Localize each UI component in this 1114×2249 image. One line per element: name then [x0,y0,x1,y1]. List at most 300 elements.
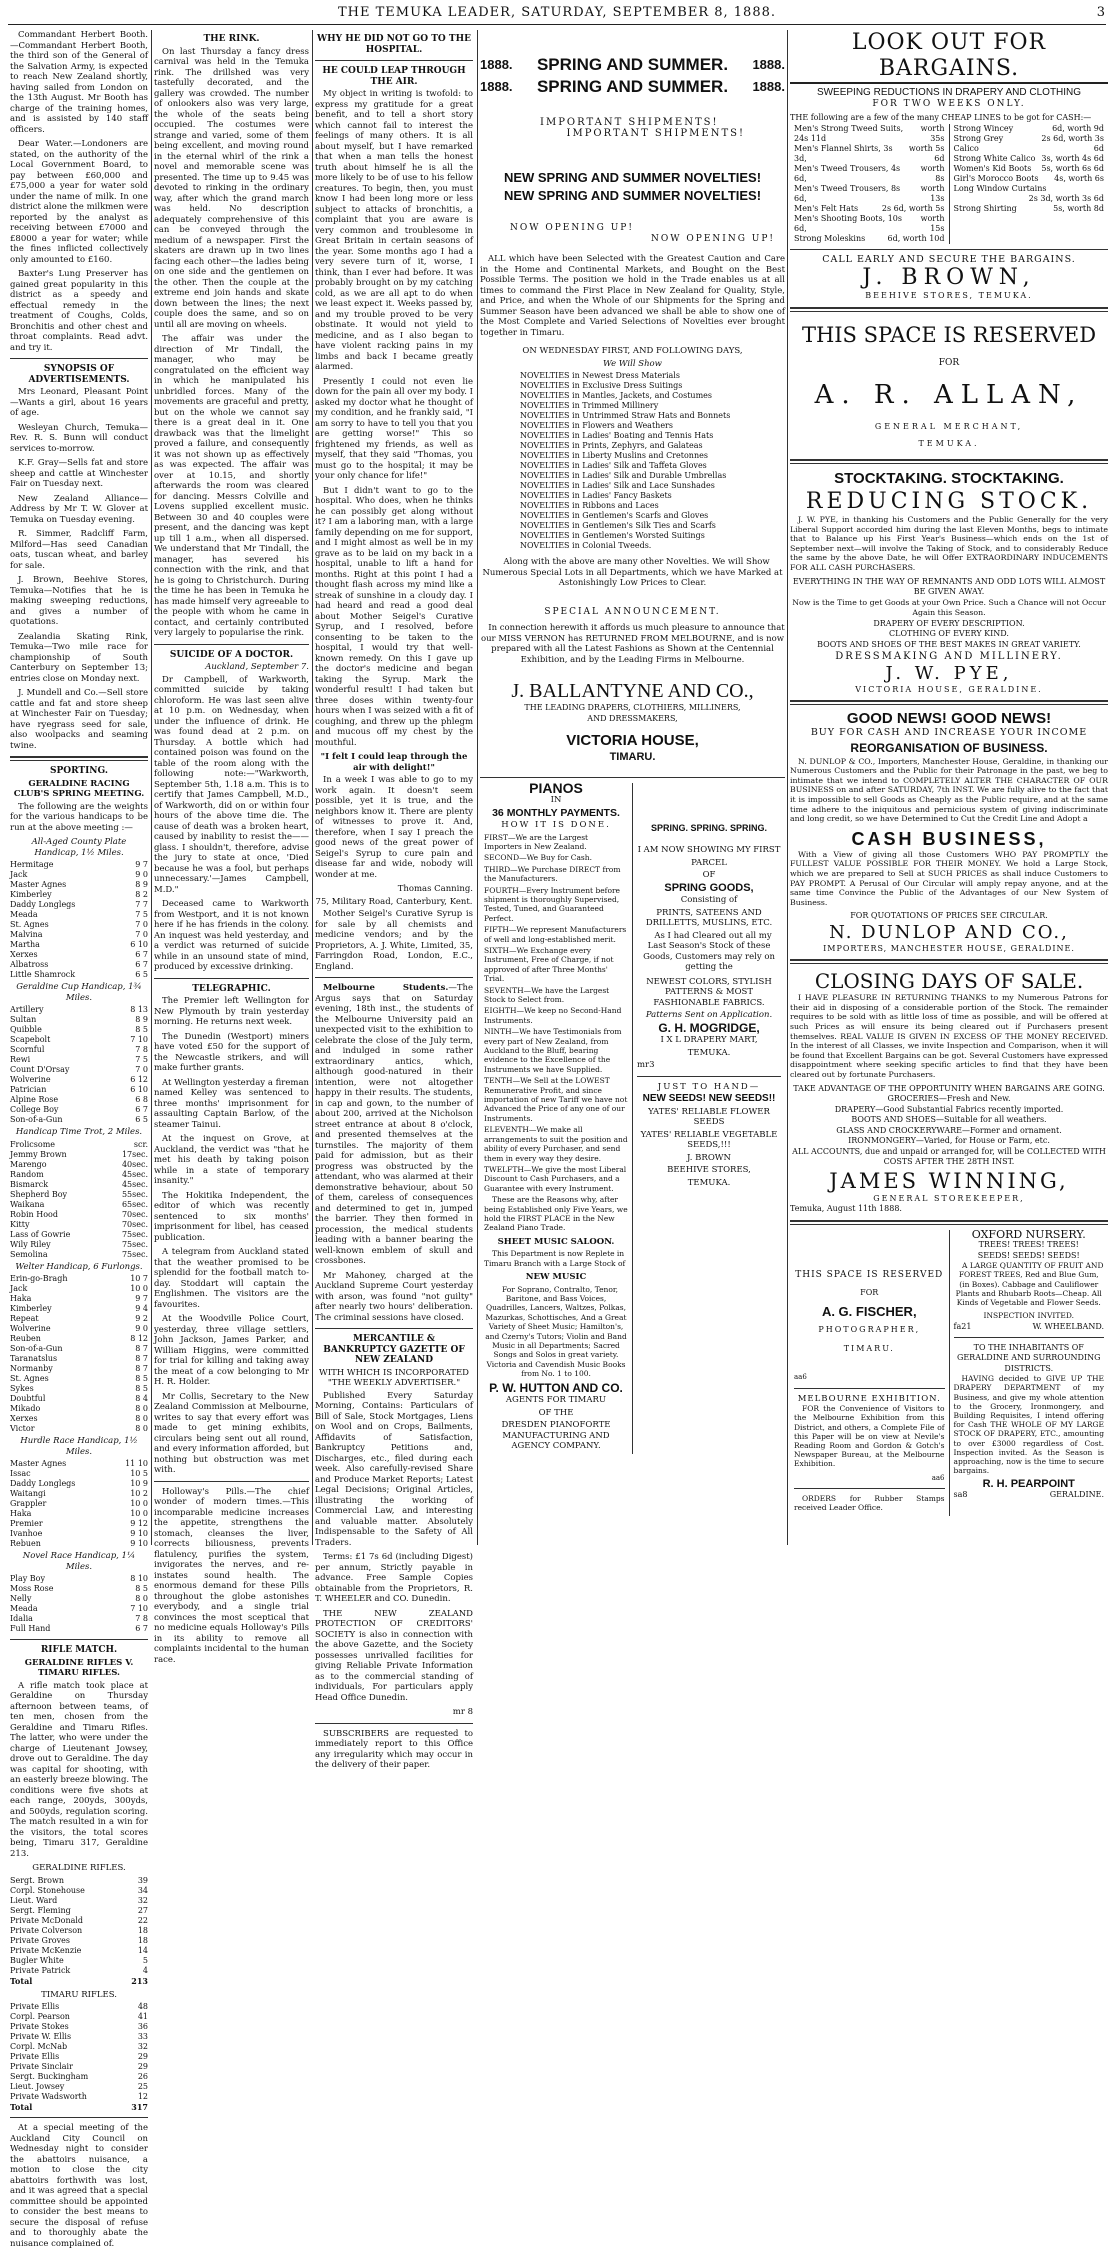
score-row-value: 5 [142,1955,148,1965]
score-row-label: Private Ellis [10,2052,60,2061]
divider [315,977,473,978]
price-item [794,214,945,234]
race-entry-value: 70sec. [121,1219,148,1229]
price-item [954,204,1105,214]
race-entry [10,890,148,900]
race-entry [10,1170,148,1180]
firm-name: G. H. MOGRIDGE, [658,1020,760,1035]
ad-headline: SPRING GOODS, [664,881,754,894]
race-entry-value: 9 10 [130,1529,148,1538]
signature: Thomas Canning. [397,884,473,894]
race-entry-label: Reuben [10,1334,41,1343]
race-entry-value: scr. [133,1139,148,1149]
price-item-label: Strong Grey Calico [953,133,1004,153]
score-row-value: 34 [137,1885,148,1895]
score-row-label: Private Wadsworth [10,2092,87,2101]
race-entry-value: 10 0 [130,1284,148,1293]
divider [10,1639,148,1640]
race-entry-label: Malvina [10,930,43,939]
ad-text: ALL which have been Selected with the Greatest Caution and Care in the Home and Continental Markets, and Bought on the Best Possible Terms. The position we hold in the Trade enables us at all times to command the First Place in New Zealand for Quality, Style, and Price, and when the Whole of our Shipments for the Spring and Summer Season have been advanced we shall be able to show one of the Most Complete and Varied Selections of Novelties ever brought together in Timaru. [480,254,785,338]
race-entry-value: 10 2 [130,1489,148,1498]
article-text: In a week I was able to go to my work again. It doesn't seem possible, yet it is true, and the neighbors know it. There are plenty of witnesses to prove it. And, therefore, when I say I preach the good news of the great power of Seigel's Syrup to cure pain and disease far and wide, nobody will wonder at me. [315,775,473,880]
race-entry-label: Kimberley [10,890,52,899]
ad-text: J. W. PYE, in thanking his Customers and the Public Generally for the very Liberal Support accorded him during the last Eleven Months, begs to intimate that to Balance up his First Year's Business—which ends on the 1st of September next—will involve the Taking of Stock, and to considerably Reduce the same by the above Date, he will Offer EXTRAORDINARY INDUCEMENTS FOR ALL CASH PURCHASERS. [790,515,1108,572]
race-entry-label: Marengo [10,1159,47,1169]
race-entry-label: Haka [10,1294,32,1303]
ad-line: YATES' RELIABLE VEGETABLE SEEDS,!!! [640,1129,778,1150]
score-row [10,2042,148,2052]
price-item [954,134,1105,154]
ad-line: IN [550,795,562,805]
race-entry-label: Xerxes [10,1414,38,1423]
race-entry-value: 6 7 [135,1624,148,1633]
score-row [10,2092,148,2102]
race-title: Hurdle Race Handicap, 1½ Miles. [20,1436,138,1457]
race-entry-label: Meada [10,1604,38,1613]
race-entry-value: 9 2 [135,1314,148,1323]
race-entry-value: 7 5 [135,1055,148,1064]
price-item-value: worth 13s [920,183,945,203]
novelty-item: NOVELTIES in Ladies' Silk and Durable Umbrellas [520,471,727,480]
article-text [315,983,473,1267]
race-title: Welter Handicap, 6 Furlongs. [15,1261,143,1272]
price-item-label: Men's Flannel Shirts, 3s 3d, [794,143,893,163]
race-entry [10,1394,148,1404]
novelty-item: NOVELTIES in Exclusive Dress Suitings [520,381,683,390]
spacer [480,669,785,679]
race-entry [10,870,148,880]
race-entry [10,1594,148,1604]
race-entry [10,1055,148,1065]
race-entry-value: 75sec. [121,1229,148,1239]
score-row-label: Lieut. Jowsey [10,2082,65,2091]
race-entry-label: Martha [10,940,40,949]
score-row [10,2052,148,2062]
team-heading: TIMARU RIFLES. [41,1989,117,2000]
ad-line: I AM NOW SHOWING MY FIRST [637,845,781,855]
score-row [10,1966,148,1976]
price-item-value: 6d, worth 10d [887,233,945,243]
race-entry-label: Premier [10,1519,43,1528]
article-text: But I didn't want to go to the hospital. Who does, when he thinks he can possibly get along without it? I am a laboring man, with a large family depending on me for support, and I might almost as well be in my grave as to be laid on my back in a hospital, unable to lift a hand for months. Right at this point I had a thought flash across my mind like a streak of sunshine in a cloudy day. I had heard and read a good deal about Mother Seigel's Curative Syrup, and I resolved, before consenting to be taken to the hospital, I would try that well-known remedy. On this I gave up the doctor's medicine and began taking the Syrup. Mark the wonderful result! I had taken but three doses within twenty-four hours when I was seized with a fit of coughing, and threw up the phlegm and mucous off my chest by the mouthful. [315,485,473,748]
race-entry-label: Shepherd Boy [10,1189,68,1199]
ad-line: NOW OPENING UP! [510,223,634,233]
race-entry-label: Son-of-a-Gun [10,1344,63,1353]
divider [790,1220,1108,1225]
synopsis-item: J. Brown, Beehive Stores, Temuka—Notifies that he is making sweeping reductions, and gives a number of quotations. [10,575,148,627]
divider [790,459,1108,464]
ad-line: GROCERIES—Fresh and New. [887,1094,1011,1104]
race-entry [10,930,148,940]
divider [10,756,148,761]
race-entry-value: 9 12 [130,1519,148,1528]
price-item-label: Girl's Morocco Boots [953,173,1039,183]
ad-text: A LARGE QUANTITY OF FRUIT AND FOREST TREES, Red and Blue Gum, (in Boxes). Cabbage and Cauliflower Plants and Rhubarb Roots—Cheap. All Kinds of Vegetable and Flower Seeds. [955,1261,1104,1307]
article-subtitle: GERALDINE RIFLES V. TIMARU RIFLES. [24,1657,134,1678]
race-entry-label: Count D'Orsay [10,1065,70,1074]
ad-headline: LOOK OUT FOR BARGAINS. [790,30,1108,84]
score-row-label: Private Stokes [10,2022,69,2031]
race-entry-value: 6 12 [130,1075,148,1084]
ad-line: EVERYTHING IN THE WAY OF REMNANTS AND ODD LOTS WILL ALMOST BE GIVEN AWAY. [792,576,1106,597]
price-list-left [790,124,949,244]
ad-headline: CLOSING DAYS OF SALE. [814,969,1084,994]
price-item-value: 4s, worth 6s [1054,173,1104,183]
spacer [480,30,785,54]
race-entry [10,1354,148,1364]
score-row-value: 26 [137,2072,148,2081]
ad-line: TAKE ADVANTAGE OF THE OPPORTUNITY WHEN BARGAINS ARE GOING. [793,1083,1105,1093]
race-entry-label: Meada [10,910,38,919]
score-row-label: Private McKenzie [10,1945,82,1955]
race-entry [10,1210,148,1220]
price-item-value: 6d, worth 9d [1052,123,1104,133]
divider [794,1388,945,1389]
telegram: A telegram from Auckland stated that the weather promised to be splendid for the football match to-day. Stoddart will captain the Englishmen. The visitors are the favourites. [154,1247,309,1310]
oxford-advert [949,1227,1109,1517]
race-entry [10,1479,148,1489]
score-row [10,1876,148,1886]
ad-text: As I had Cleared out all my Last Season's Stock of these Goods, Customers may rely on getting the [643,930,775,972]
section-heading: SYNOPSIS OF ADVERTISEMENTS. [28,364,130,385]
price-item [954,174,1105,184]
ad-line: NEWEST COLORS, STYLISH PATTERNS & MOST FASHIONABLE FABRICS. [646,976,772,1008]
page-number: 3 [1096,5,1106,20]
race-title: All-Aged County Plate Handicap, 1½ Miles. [31,837,127,858]
score-row-value: 29 [137,2052,148,2061]
race-entry-value: 9 7 [135,860,148,869]
divider [10,2117,148,2118]
race-entry-value: 9 0 [135,870,148,879]
race-entry [10,1250,148,1260]
novelty-item: NOVELTIES in Ladies' Fancy Baskets [520,491,672,500]
spacer [637,783,781,823]
race-entry [10,1374,148,1384]
spacer [480,139,785,169]
race-entry-label: Play Boy [10,1574,45,1583]
ad-line: IRONMONGERY—Varied, for House or Farm, etc. [848,1136,1050,1146]
price-item-value: worth 15s [920,213,945,233]
firm-house: VICTORIA HOUSE, [566,732,699,749]
firm-name: J. BALLANTYNE AND CO., [511,680,754,702]
divider [315,1328,473,1329]
advertisement-text: Terms: £1 7s 6d (including Digest) per annum, Strictly payable in advance. Free Sample Copies obtainable from the Proprietors, R. T. WHEELER and CO. Dunedin. [315,1552,473,1604]
score-row-value: 25 [137,2082,148,2091]
telegram: At the inquest on Grove, at Auckland, the verdict was "that he met his death by taking poison while in a state of temporary insanity." [154,1134,309,1186]
ad-line: ALL ACCOUNTS, due and unpaid or arranged for, will be COLLECTED WITH COSTS AFTER THE 28TH INST. [792,1146,1106,1167]
race-entry-value: 7 8 [135,1045,148,1054]
divider [790,307,1108,312]
race-entry-value: 75sec. [121,1249,148,1259]
pull-quote: "I felt I could leap through the air with delight!" [320,752,468,773]
firm-line: AGENTS FOR TIMARU [505,1395,607,1406]
price-item [794,124,945,144]
firm-name: R. H. PEARPOINT [982,1478,1075,1491]
race-entry-label: Doubtful [10,1394,46,1403]
ad-line: FOR TWO WEEKS ONLY. [872,98,1026,109]
ad-line: Consisting of [680,895,738,905]
ad-text: In connection herewith it affords us much pleasure to announce that our MISS VERNON has RETURNED FROM MELBOURNE, and is now prepared with all the Latest Fashions as Shown at the Centennial Exhibition, and by the Leading Firms in Melbourne. [480,623,785,665]
race-entry [10,1324,148,1334]
race-entry-value: 8 10 [130,1574,148,1583]
race-entry-label: Son-of-a-Gun [10,1115,63,1124]
telegram: The Premier left Wellington for New Plymouth by train yesterday morning. He returns next week. [154,996,309,1027]
novelty-item: NOVELTIES in Mantles, Jackets, and Costumes [520,391,712,400]
score-row [10,1916,148,1926]
ad-text: These are the Reasons why, after being Established only Five Years, we hold the FIRST PLACE in the New Zealand Piano Trade. [484,1195,628,1233]
price-item-value: 2s 6d, worth 5s [881,203,945,213]
firm-line: GENERAL STOREKEEPER, [873,1193,1025,1203]
race-entry-value: 8 9 [135,880,148,889]
race-entry-value: 8 0 [135,1404,148,1413]
ad-line: NOW OPENING UP! [651,233,775,244]
score-row-label: Private Ellis [10,2002,60,2011]
race-entry-value: 10 9 [130,1479,148,1488]
ad-headline: NEW SPRING AND SUMMER NOVELTIES! [503,170,762,185]
novelty-item: NOVELTIES in Untrimmed Straw Hats and Bonnets [520,411,731,420]
article-intro: The following are the weights for the various handicaps to be run at the above meeting :— [10,801,148,833]
race-entry [10,1045,148,1055]
divider [154,978,309,979]
race-entry-value: 9 7 [135,1294,148,1303]
race-entry [10,1180,148,1190]
ad-line: DRAPERY—Good Substantial Fabrics recently imported. [834,1104,1064,1114]
price-item [954,124,1105,134]
score-row-value: 48 [137,2002,148,2011]
price-item-value: worth 8s [920,163,945,183]
ad-text: This Department is now Replete in Timaru Branch with a Large Stock of [484,1249,626,1268]
ad-headline: STOCKTAKING. STOCKTAKING. [834,470,1064,487]
firm-town: TEMUKA. [918,438,980,448]
ad-headline: CASH BUSINESS, [851,828,1047,849]
score-row-value: 29 [137,2062,148,2071]
race-entry [10,1314,148,1324]
race-entry [10,1274,148,1284]
price-item [794,234,945,244]
ad-heading: SPECIAL ANNOUNCEMENT. [544,606,721,617]
score-row [10,1896,148,1906]
race-entry [10,1105,148,1115]
score-total: Total 317 [10,2102,148,2112]
race-entry-value: 8 7 [135,1364,148,1373]
score-row-value: 41 [137,2012,148,2021]
race-entry-value: 8 5 [135,1025,148,1034]
synopsis-item: R. Simmer, Radcliff Farm, Milford—Has seed Canadian oats, tuscan wheat, and barley for sale. [10,529,148,571]
race-entry-label: Daddy Longlegs [10,900,76,909]
firm-name: J. BROWN, [862,265,1036,290]
novelty-item: NOVELTIES in Gentlemen's Silk Ties and Scarfs [520,521,716,530]
ad-footer: sa8 GERALDINE. [953,1489,1104,1499]
novelty-item: NOVELTIES in Ladies' Silk and Taffeta Gloves [520,461,707,470]
race-entry-value: 75sec. [121,1239,148,1249]
synopsis-item: Wesleyan Church, Temuka—Rev. R. S. Bunn will conduct services to-morrow. [10,422,148,454]
price-item [954,154,1105,164]
ad-line: FOR [938,357,960,368]
price-item-label: Men's Shooting Boots, 10s 6d, [794,213,902,233]
ad-headline: REORGANISATION OF BUSINESS. [850,740,1048,755]
race-entry-value: 10 5 [130,1469,148,1478]
ad-headline: SPRING. SPRING. SPRING. [650,822,768,833]
advert-code: mr3 [637,1060,655,1070]
race-entry [10,1190,148,1200]
race-entry-value: 7 5 [135,910,148,919]
race-entry-label: Moss Rose [10,1584,54,1593]
score-row-value: 33 [137,2032,148,2041]
score-row [10,2012,148,2022]
race-entry-label: Grappler [10,1499,47,1508]
synopsis-item: Mrs Leonard, Pleasant Point—Wants a girl, about 16 years of age. [10,387,148,418]
race-entry [10,1364,148,1374]
score-row [10,2022,148,2032]
race-entry-label: Victor [10,1424,35,1433]
ad-line: DRAPERY OF EVERY DESCRIPTION. [873,618,1025,628]
race-entry [10,1075,148,1085]
score-row-label: Corpl. Pearson [10,2012,70,2021]
bottom-advert-row [480,779,785,1454]
race-entry-label: Idalia [10,1614,33,1623]
race-entry [10,1115,148,1125]
price-item-value: worth 35s [920,123,945,143]
telegram: At the Woodville Police Court, yesterday, three village settlers, John Jackson, James Parker, and William Higgins, were committed for trial for killing and taking away the meat of a cow belonging to Mr H. R. Holder. [154,1314,309,1387]
race-entry-label: St. Agnes [10,1374,49,1383]
race-entry [10,860,148,870]
score-row-value: 18 [137,1925,148,1935]
race-entry [10,1519,148,1529]
price-item-value: 2s 6d, worth 3s 6d [1041,133,1104,153]
race-entry [10,1035,148,1045]
score-row-label: Private Groves [10,1935,70,1945]
ad-footer: fa21 W. WHEELBAND. [953,1321,1104,1331]
race-entry-value: 9 4 [135,1304,148,1313]
race-entry-value: 8 5 [135,1384,148,1393]
piano-reason: TWELFTH—We give the most Liberal Discount to Cash Purchasers, and a Guarantee with every Instrument. [484,1164,627,1193]
race-entry-label: Wolverine [10,1324,51,1333]
price-item-label: Strong White Calico [953,153,1036,163]
firm-name: J. BROWN [687,1152,731,1163]
ad-line: We Will Show [603,358,662,369]
ad-date: Temuka, August 11th 1888. [790,1204,902,1214]
advertisement-text: Holloway's Pills.—The chief wonder of modern times.—This incomparable medicine increases the appetite, strengthens the stomach, cleanses the liver, corrects biliousness, prevents flatulency, purifies the system, invigorates the nerves, and re-instates sound health. The enormous demand for these Pills throughout the globe astonishes everybody, and a single trial convinces the most sceptical that no medicine equals Holloway's Pills in its ability to remove all complaints incidental to the human race. [154,1486,309,1665]
race-entry [10,1539,148,1549]
ad-line: Patterns Sent on Application. [645,1010,773,1020]
pianos-advert [480,779,632,1454]
race-entry-label: Erin-go-Bragh [10,1274,68,1283]
race-entry [10,1624,148,1634]
ad-text: I HAVE PLEASURE IN RETURNING THANKS to my Numerous Patrons for their aid in disposing of a considerable portion of the Stock. The remainder requires to be sold with as little loss of time as possible, and will be offered at such Prices as will ensure its being cleared out if Purchasers present themselves. REAL VALUE IS GIVEN IN EXCESS OF THE MONEY RECEIVED. In the interest of all Classes, we invite Inspection and Comparison, when it will be found that Excellent Bargains can be got. Several Customers have expressed disappointment where seeking specific articles to find that they have been cleared out by fortunate Purchasers. [790,993,1108,1080]
race-entry [10,1344,148,1354]
score-row-label: Private Colverson [10,1925,83,1935]
novelty-item: NOVELTIES in Newest Dress Materials [520,371,680,380]
column-1 [10,30,148,2249]
section-heading: TELEGRAPHIC. [192,983,271,994]
synopsis-item: J. Mundell and Co.—Sell store cattle and fat and store sheep at Winchester Fair on Tuesday; have ryegrass seed for sale, also woolpacks and seaming twine. [10,688,148,751]
price-item-label: Strong Moleskins [794,233,866,243]
firm-line: DRESDEN PIANOFORTE MANUFACTURING AND AGENCY COMPANY. [501,1420,611,1452]
score-row-value: 39 [137,1875,148,1885]
piano-reason: EIGHTH—We keep no Second-Hand Instruments. [484,1006,622,1025]
race-entry [10,1140,148,1150]
firm-name: A. R. ALLAN, [814,380,1084,410]
score-row [10,1956,148,1966]
column-divider [787,30,788,1545]
advert-code: aa6 [931,1473,945,1482]
ad-text: N. DUNLOP & CO., Importers, Manchester House, Geraldine, in thanking our Numerous Customers and the Public for their Patronage in the past, we beg to intimate that we intend to COMPLETELY ALTER THE CHARACTER OF OUR BUSINESS on and after SATURDAY, 7th INST. We are fully alive to the fact that it is impossible to sell Goods as Cheaply as the Public require, and at the same time adhere to the iniquitous and pernicious system of giving indiscriminate and long credit, so we have Determined to Cut the Credit Line and Adopt a [790,756,1108,824]
ad-line: SWEEPING REDUCTIONS IN DRAPERY AND CLOTHING [816,87,1082,98]
race-entry-label: St. Agnes [10,920,49,929]
advertisement-subtitle: WITH WHICH IS INCORPORATED "THE WEEKLY ADVERTISER." [318,1367,469,1388]
score-row-label: Private W. Ellis [10,2032,72,2041]
ad-line: JUST TO HAND— [657,1081,761,1092]
column-divider [151,30,152,1545]
ad-line: FOR [860,1288,879,1298]
piano-reason: FIFTH—We represent Manufacturers of well and long-established merit. [484,925,627,944]
novelty-item: NOVELTIES in Ribbons and Laces [520,501,659,510]
novelty-item: NOVELTIES in Flowers and Weathers [520,421,673,430]
ad-line: CALL EARLY AND SECURE THE BARGAINS. [822,253,1076,265]
score-row [10,2032,148,2042]
novelty-item: NOVELTIES in Ladies' Boating and Tennis Hats [520,431,714,440]
score-row-value: 12 [137,2092,148,2101]
price-item-label: Men's Tweed Trousers, 4s 6d, [794,163,901,183]
race-entry [10,1150,148,1160]
race-entry-label: Robin Hood [10,1209,58,1219]
piano-reason: SIXTH—We Exchange every Instrument, Free of Charge, if not approved of after Three Months' Trial. [484,945,614,984]
race-entry [10,960,148,970]
race-entry-value: 8 9 [135,1015,148,1024]
race-entry-label: Issac [10,1469,31,1478]
race-entry [10,1489,148,1499]
race-entry [10,1230,148,1240]
race-entry-value: 8 0 [135,1594,148,1603]
race-title: Novel Race Handicap, 1¼ Miles. [22,1551,136,1572]
race-entry [10,1005,148,1015]
ad-line: SEEDS! SEEDS! SEEDS! [977,1250,1080,1260]
telegram: Mr Collis, Secretary to the New Zealand Commission at Melbourne, writes to say that every effort was made to get mining exhibits, circulars being sent out all round, and every information afforded, but nothing but obstruction was met with. [154,1391,309,1475]
article-title: WHY HE DID NOT GO TO THE HOSPITAL. [317,34,471,55]
race-entry-label: Kimberley [10,1304,52,1313]
piano-reason: THIRD—We Purchase DIRECT from the Manufacturers. [484,864,621,884]
race-entry-label: Scapebolt [10,1035,51,1044]
ad-headline: 36 MONTHLY PAYMENTS. [492,806,620,819]
novelty-item: NOVELTIES in Colonial Tweeds. [520,541,652,550]
score-row [10,1946,148,1956]
synopsis-item: New Zealand Alliance—Address by Mr T. W. Glover at Temuka on Tuesday evening. [10,493,148,525]
race-entry-label: Artillery [10,1005,44,1014]
article-text: On last Thursday a fancy dress carnival was held in the Temuka rink. The drillshed was very tastefully decorated, and the gallery was crowded. The number of onlookers also was very large, the whole of the seats being occupied. The costumes were strange and varied, some of them being excellent, and moving round in the eternal whirl of the rink a novel and memorable scene was presented. The time up to 9.45 was devoted to rinking in the ordinary way, after which the grand march was held. No description adequately comprehensive of this can be conveyed through the medium of a newspaper. First the skaters are drawn up in two lines facing each other—the ladies being on one side and the gentlemen on the other. Then the couple at the extreme end join hands and skate down between the lines; the next couple does the same, and so on until all are moving on wheels. [154,46,309,330]
section-heading: THE RINK. [203,34,260,44]
divider [954,1337,1105,1338]
score-row-label: Sergt. Brown [10,1875,64,1885]
race-weights [10,837,148,1634]
score-row-value: 32 [137,2042,148,2051]
ad-line: PARCEL [691,857,727,868]
price-item-value: worth 5s 6d [908,143,945,163]
news-note: Dear Water.—Londoners are stated, on the authority of the Local Government Board, to pay between £60,000 and £75,000 a year for water sold under the name of milk. In one district alone the milkmen were reported by the analyst as receiving between £7000 and £8000 a year for water; while the fines inflicted collectively only amounted to £160. [10,139,148,265]
race-entry-label: Full Hand [10,1624,51,1633]
column-divider [312,30,313,1545]
race-entry [10,1424,148,1434]
ad-line: CLOTHING OF EVERY KIND. [889,629,1009,639]
race-entry [10,1294,148,1304]
race-entry-label: Jemmy Brown [10,1149,67,1159]
divider [315,60,473,61]
firm-name: A. G. FISCHER, [821,1303,917,1319]
piano-reason: ELEVENTH—We make all arrangements to suit the position and ability of every Purchaser, and send them in every way they desire. [484,1125,628,1163]
score-row-label: Sergt. Buckingham [10,2072,89,2081]
race-entry-label: Wily Riley [10,1239,51,1249]
advertisement-text: Published Every Saturday Morning, Contains: Particulars of Bill of Sale, Stock Mortgages, Liens on Wool and on Crops, Bailments, Affidavits of Satisfaction, Bankruptcy Petitions and, Discharges, etc., filed during each week. Also carefully-revised Share and Produce Market Reports; Latest Legal Decisions; Original Articles, illustrating the working of Commercial Law, and interesting and valuable matter. Absolutely Indispensable to the Safety of All Traders. [315,1390,473,1548]
score-row-label: Bugler White [10,1955,64,1965]
